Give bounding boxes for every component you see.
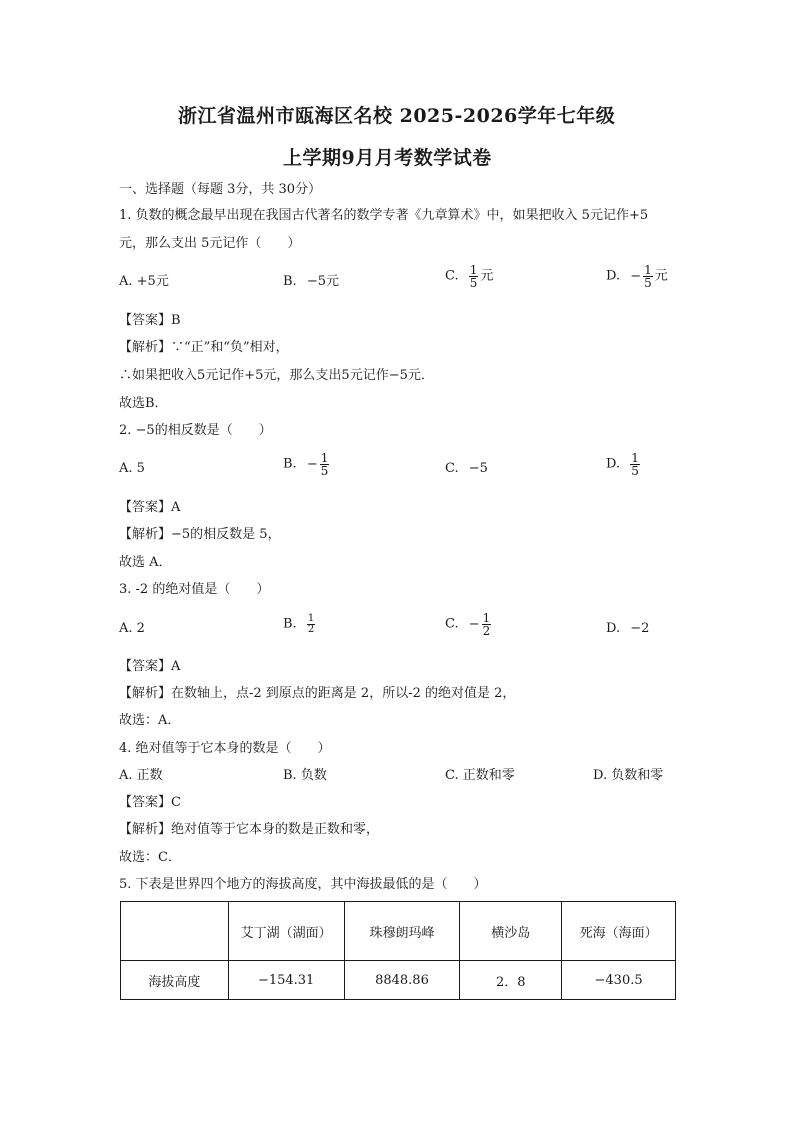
q3-option-d-letter: D. <box>606 621 621 636</box>
q1-conclusion: 故选B． <box>119 396 168 411</box>
q2-option-b-fraction <box>320 452 330 477</box>
table-cell: −430.5 <box>562 961 676 1000</box>
q3-option-b-letter: B. <box>283 616 297 632</box>
table-header-cell <box>121 902 229 961</box>
q1-option-c-fraction <box>469 264 479 289</box>
altitude-table <box>120 901 676 1000</box>
page-title: 浙江省温州市瓯海区名校 2025-2026学年七年级 <box>178 105 616 127</box>
q3-option-c-sign: − <box>468 616 480 632</box>
q1-option-c <box>445 264 493 289</box>
q3-stem: 3. -2 的绝对值是（ ） <box>119 582 270 597</box>
q2-answer: 【答案】A <box>119 500 181 515</box>
q2-option-c <box>445 461 488 477</box>
table-cell: −154.31 <box>228 961 344 1000</box>
fraction-numerator: 1 <box>644 263 652 277</box>
section-heading: 一、选择题（每题 3分，共 30分） <box>119 182 322 197</box>
table-row <box>121 961 676 1000</box>
fraction-denominator: 5 <box>320 464 329 478</box>
table-header-row <box>121 902 676 961</box>
q1-option-a: A. +5元 <box>119 274 169 289</box>
q2-option-c-value: −5 <box>468 461 488 476</box>
q2-option-b-sign: − <box>306 456 318 472</box>
q3-option-c-fraction <box>482 612 492 637</box>
q1-option-d <box>606 264 668 289</box>
q1-option-b-value: −5元 <box>306 274 339 289</box>
q3-option-d <box>606 621 649 637</box>
q4-stem: 4. 绝对值等于它本身的数是（ ） <box>119 741 331 756</box>
fraction-numerator: 1 <box>631 451 639 465</box>
q4-option-c: C. 正数和零 <box>445 768 515 783</box>
table-cell: 海拔高度 <box>121 961 229 1000</box>
q3-option-a: A. 2 <box>119 621 145 636</box>
q4-option-b: B. 负数 <box>283 768 327 783</box>
table-header-cell: 艾丁湖（湖面） <box>228 902 344 961</box>
q3-option-c <box>445 612 493 637</box>
table-header-cell: 横沙岛 <box>460 902 562 961</box>
fraction-numerator: 1 <box>307 613 315 624</box>
q3-analysis: 【解析】在数轴上，点-2 到原点的距离是 2，所以-2 的绝对值是 2， <box>119 686 516 701</box>
table-cell: 8848.86 <box>344 961 460 1000</box>
q1-option-d-letter: D. <box>606 268 621 284</box>
q1-option-b <box>283 274 339 290</box>
q3-option-b-fraction <box>307 614 315 635</box>
q2-option-b-letter: B. <box>283 456 297 472</box>
q2-option-d <box>606 452 642 477</box>
table-cell: 2．8 <box>460 961 562 1000</box>
q3-conclusion: 故选：A． <box>119 713 181 728</box>
fraction-numerator: 1 <box>482 611 491 625</box>
table-header-cell: 死海（海面） <box>562 902 676 961</box>
q1-analysis-line1: 【解析】∵“正”和“负”相对， <box>119 340 289 355</box>
q1-answer: 【答案】B <box>119 313 181 328</box>
q3-answer: 【答案】A <box>119 659 181 674</box>
q3-option-c-letter: C. <box>445 616 459 632</box>
fraction-denominator: 2 <box>482 624 491 638</box>
q4-analysis: 【解析】绝对值等于它本身的数是正数和零， <box>119 822 380 837</box>
q2-option-a: A. 5 <box>119 461 145 476</box>
q1-stem-line1: 1. 负数的概念最早出现在我国古代著名的数学专著《九章算术》中，如果把收入 5元记作+5 <box>119 208 649 223</box>
q3-option-d-value: −2 <box>630 621 650 636</box>
q1-option-d-fraction <box>643 264 653 289</box>
q2-option-d-letter: D. <box>606 456 621 472</box>
q4-conclusion: 故选：C． <box>119 850 181 865</box>
q1-option-d-sign: − <box>630 268 642 284</box>
q1-analysis-line2: ∴如果把收入5元记作+5元，那么支出5元记作−5元． <box>119 368 434 383</box>
q2-stem: 2. −5的相反数是（ ） <box>119 423 272 438</box>
q1-option-c-unit: 元 <box>480 268 494 284</box>
q2-option-c-letter: C. <box>445 461 459 476</box>
table-header-cell: 珠穆朗玛峰 <box>344 902 460 961</box>
fraction-numerator: 1 <box>320 451 329 465</box>
q2-option-d-fraction <box>630 452 640 477</box>
q4-option-d: D. 负数和零 <box>593 768 664 783</box>
fraction-numerator: 1 <box>469 263 478 277</box>
q4-option-a: A. 正数 <box>119 768 163 783</box>
q1-option-d-unit: 元 <box>654 268 668 284</box>
fraction-denominator: 2 <box>307 624 315 635</box>
q1-option-c-letter: C. <box>445 268 459 284</box>
page-subtitle: 上学期9月月考数学试卷 <box>283 147 492 169</box>
q5-stem: 5. 下表是世界四个地方的海拔高度，其中海拔最低的是（ ） <box>119 877 487 892</box>
fraction-denominator: 5 <box>469 276 478 290</box>
q4-answer: 【答案】C <box>119 795 181 810</box>
fraction-denominator: 5 <box>631 464 639 478</box>
q1-stem-line2: 元，那么支出 5元记作（ ） <box>119 236 301 251</box>
q3-option-b <box>283 614 317 635</box>
q2-option-b <box>283 452 331 477</box>
q1-option-b-letter: B. <box>283 274 297 289</box>
q2-conclusion: 故选 A． <box>119 555 172 570</box>
q2-analysis: 【解析】−5的相反数是 5， <box>119 527 281 542</box>
fraction-denominator: 5 <box>644 276 652 290</box>
